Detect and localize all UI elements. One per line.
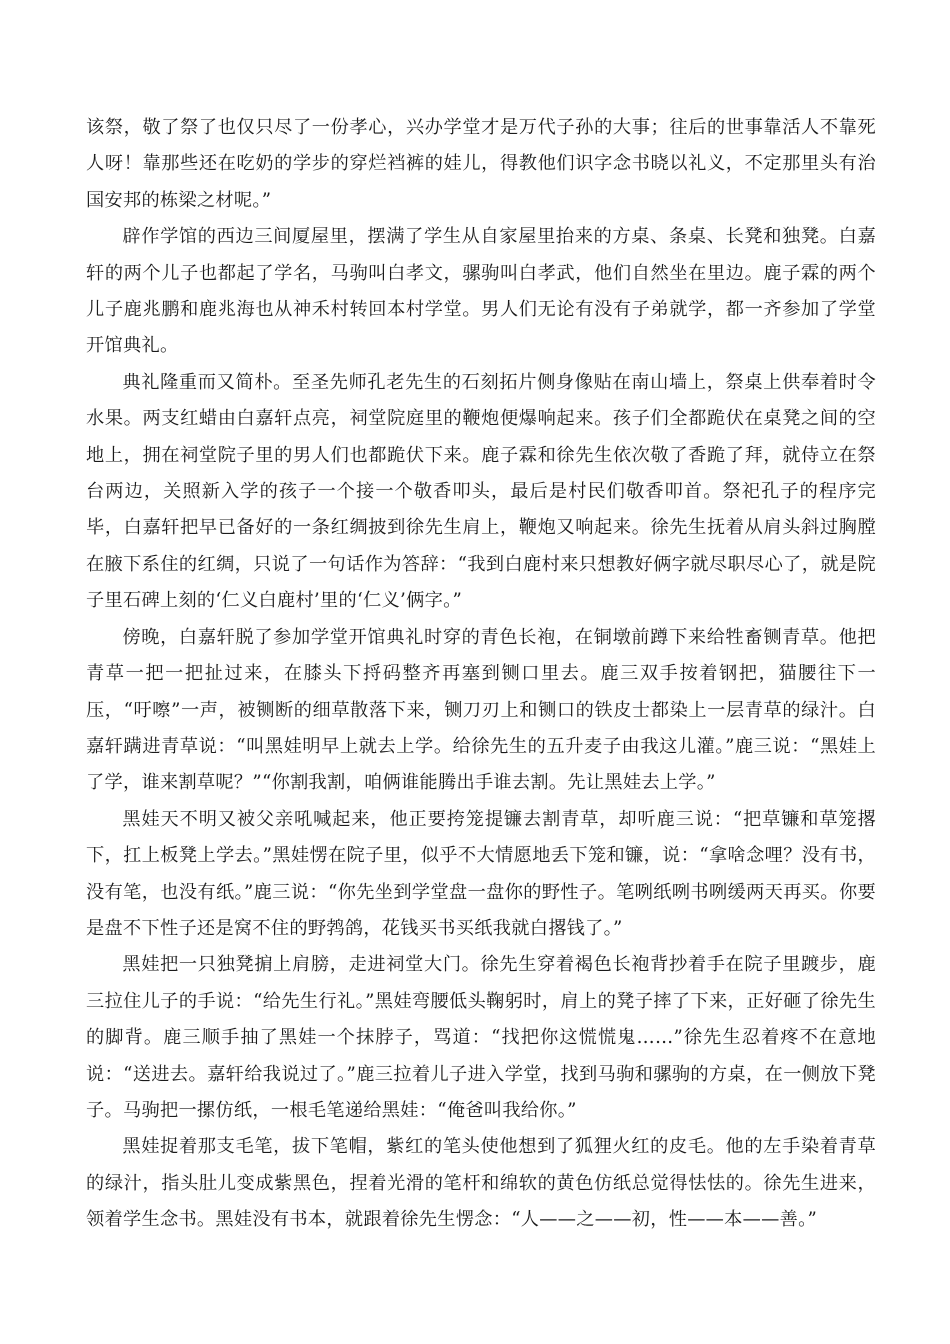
paragraph-schoolroom: 辟作学馆的西边三间厦屋里，摆满了学生从自家屋里抬来的方桌、条桌、长凳和独凳。白嘉轩的两个儿子也都起了学名，马驹叫白孝文，骡驹叫白孝武，他们自然坐在里边。鹿子霖的两个儿子鹿兆鹏和鹿兆海也从神禾村转回本村学堂。男人们无论有没有子弟就学，都一齐参加了学堂开馆典礼。 — [86, 226, 876, 357]
paragraph-ceremony: 典礼隆重而又简朴。至圣先师孔老先生的石刻拓片侧身像贴在南山墙上，祭桌上供奉着时令水果。两支红蜡由白嘉轩点亮，祠堂院庭里的鞭炮便爆响起来。孩子们全都跪伏在桌凳之间的空地上，拥在祠堂院子里的男人们也都跪伏下来。鹿子霖和徐先生依次敬了香跪了拜，就侍立在祭台两边，关照新入学的孩子一个接一个敬香叩头，最后是村民们敬香叩首。祭祀孔子的程序完毕，白嘉轩把早已备好的一条红绸披到徐先生肩上，鞭炮又响起来。徐先生抚着从肩头斜过胸膛在腋下系住的红绸，只说了一句话作为答辞：“我到白鹿村来只想教好俩字就尽职尽心了，就是院子里石碑上刻的‘仁义白鹿村’里的‘仁义’俩字。” — [86, 371, 876, 612]
paragraph-heiwa-brush: 黑娃捉着那支毛笔，拔下笔帽，紫红的笔头使他想到了狐狸火红的皮毛。他的左手染着青草的绿汁，指头肚儿变成紫黑色，捏着光滑的笔杆和绵软的黄色仿纸总觉得怯怯的。徐先生进来，领着学生念书。黑娃没有书本，就跟着徐先生愣念：“人——之——初，性——本——善。” — [86, 1136, 876, 1231]
document-body — [86, 110, 876, 1239]
paragraph-continuation: 该祭，敬了祭了也仅只尽了一份孝心，兴办学堂才是万代子孙的大事；往后的世事靠活人不靠死人呀！靠那些还在吃奶的学步的穿烂裆裤的娃儿，得教他们识字念书晓以礼义，不定那里头有治国安邦的栋梁之材呢。” — [86, 117, 876, 211]
paragraph-evening: 傍晚，白嘉轩脱了参加学堂开馆典礼时穿的青色长袍，在铜墩前蹲下来给牲畜铡青草。他把青草一把一把扯过来，在膝头下捋码整齐再塞到铡口里去。鹿三双手按着钢把，猫腰往下一压，“吁嚓”一声，被铡断的细草散落下来，铡刀刃上和铡口的铁皮士都染上一层青草的绿汁。白嘉轩蹒进青草说：“叫黑娃明早上就去上学。给徐先生的五升麦子由我这儿灌。”鹿三说：“黑娃上了学，谁来割草呢？”“你割我割，咱俩谁能腾出手谁去割。先让黑娃去上学。” — [86, 626, 876, 794]
paragraph-heiwa-arrives: 黑娃把一只独凳掮上肩膀，走进祠堂大门。徐先生穿着褐色长袍背抄着手在院子里踱步，鹿三拉住儿子的手说：“给先生行礼。”黑娃弯腰低头鞠躬时，肩上的凳子摔了下来，正好砸了徐先生的脚背。鹿三顺手抽了黑娃一个抹脖子，骂道：“找把你这慌慌鬼……”徐先生忍着疼不在意地说：“送进去。嘉轩给我说过了。”鹿三拉着儿子进入学堂，找到马驹和骡驹的方桌，在一侧放下凳子。马驹把一摞仿纸，一根毛笔递给黑娃：“俺爸叫我给你。” — [86, 954, 876, 1121]
paragraph-heiwa-morning: 黑娃天不明又被父亲吼喊起来，他正要挎笼提镰去割青草，却听鹿三说：“把草镰和草笼撂下，扛上板凳上学去。”黑娃愣在院子里，似乎不大情愿地丢下笼和镰，说：“拿啥念哩？没有书，没有笔，也没有纸。”鹿三说：“你先坐到学堂盘一盘你的野性子。笔咧纸咧书咧缓两天再买。你要是盘不下性子还是窝不住的野鹁鸽，花钱买书买纸我就白撂钱了。” — [86, 808, 876, 939]
